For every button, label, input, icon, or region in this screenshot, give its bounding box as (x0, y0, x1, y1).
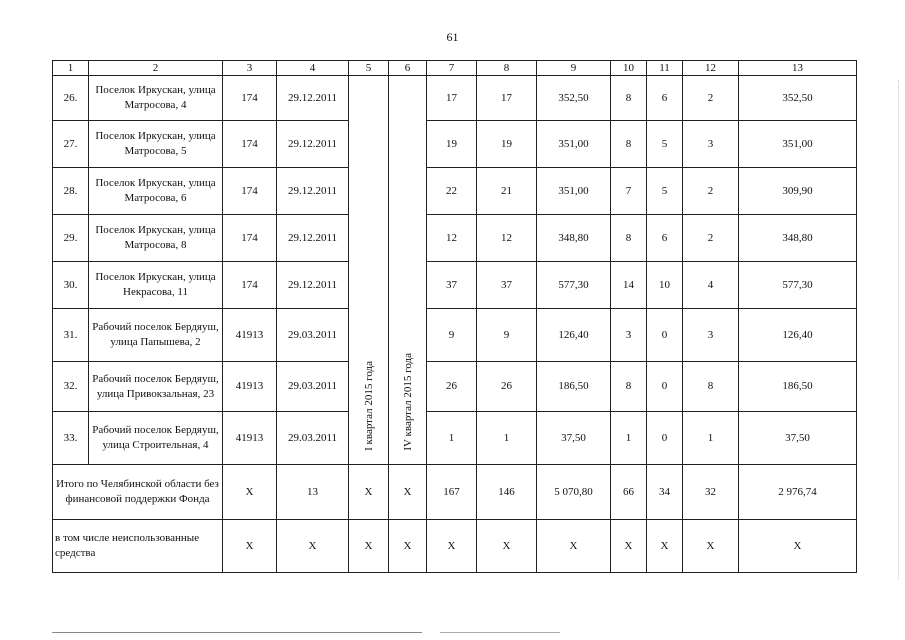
value-cell: 17 (477, 76, 537, 121)
row-number: 29. (53, 215, 89, 262)
value-cell: 8 (611, 121, 647, 168)
value-cell: 32 (683, 465, 739, 520)
value-cell: 1 (683, 412, 739, 465)
value-cell: 26 (477, 362, 537, 412)
value-cell: 26 (427, 362, 477, 412)
value-cell: 14 (611, 262, 647, 309)
end-quarter-text: IV квартал 2015 года (401, 353, 414, 451)
date-cell: 29.12.2011 (277, 121, 349, 168)
value-cell: 8 (611, 76, 647, 121)
column-number: 12 (683, 61, 739, 76)
value-cell: 17 (427, 76, 477, 121)
row-number: 31. (53, 309, 89, 362)
column-number: 9 (537, 61, 611, 76)
address-cell: Поселок Иркускан, улица Матросова, 5 (89, 121, 223, 168)
value-cell: 7 (611, 168, 647, 215)
column-number: 2 (89, 61, 223, 76)
value-cell: 351,00 (739, 121, 857, 168)
row-number: 33. (53, 412, 89, 465)
value-cell: 34 (647, 465, 683, 520)
value-cell: 37 (427, 262, 477, 309)
footer-divider (52, 632, 422, 633)
table-row (53, 168, 857, 215)
value-cell: X (389, 520, 427, 573)
column-number: 6 (389, 61, 427, 76)
value-cell: 12 (427, 215, 477, 262)
value-cell: 2 976,74 (739, 465, 857, 520)
value-cell: 19 (477, 121, 537, 168)
date-cell: 29.12.2011 (277, 168, 349, 215)
value-cell: 4 (683, 262, 739, 309)
value-cell: 19 (427, 121, 477, 168)
date-cell: 29.03.2011 (277, 362, 349, 412)
page-number: 61 (446, 30, 459, 44)
value-cell: 167 (427, 465, 477, 520)
value-cell: 10 (647, 262, 683, 309)
value-cell: 8 (611, 215, 647, 262)
unused-funds-row (53, 520, 857, 573)
start-quarter-cell (349, 76, 389, 465)
value-cell: 174 (223, 215, 277, 262)
date-cell: 29.12.2011 (277, 262, 349, 309)
value-cell: 2 (683, 168, 739, 215)
value-cell: 6 (647, 76, 683, 121)
value-cell: 9 (427, 309, 477, 362)
value-cell: 37 (477, 262, 537, 309)
column-number: 3 (223, 61, 277, 76)
value-cell: 41913 (223, 412, 277, 465)
value-cell: 1 (427, 412, 477, 465)
value-cell: 174 (223, 262, 277, 309)
value-cell: 0 (647, 362, 683, 412)
value-cell: 41913 (223, 309, 277, 362)
end-quarter-cell (389, 76, 427, 465)
unused-funds-label: в том числе неиспользованные средства (53, 520, 223, 573)
date-cell: 29.12.2011 (277, 76, 349, 121)
value-cell: 351,00 (537, 168, 611, 215)
table-row (53, 76, 857, 121)
value-cell: 3 (683, 121, 739, 168)
value-cell: X (477, 520, 537, 573)
row-number: 30. (53, 262, 89, 309)
value-cell: 126,40 (739, 309, 857, 362)
value-cell: 41913 (223, 362, 277, 412)
value-cell: X (349, 520, 389, 573)
row-number: 28. (53, 168, 89, 215)
value-cell: 174 (223, 121, 277, 168)
address-cell: Поселок Иркускан, улица Матросова, 6 (89, 168, 223, 215)
value-cell: 1 (611, 412, 647, 465)
table-row (53, 362, 857, 412)
row-number: 27. (53, 121, 89, 168)
value-cell: X (349, 465, 389, 520)
row-number: 32. (53, 362, 89, 412)
housing-register-table (52, 60, 857, 573)
value-cell: 22 (427, 168, 477, 215)
scan-edge-artifact (896, 80, 899, 580)
value-cell: 9 (477, 309, 537, 362)
value-cell: 186,50 (739, 362, 857, 412)
value-cell: 5 (647, 168, 683, 215)
value-cell: 5 (647, 121, 683, 168)
value-cell: 352,50 (537, 76, 611, 121)
column-number: 4 (277, 61, 349, 76)
value-cell: X (611, 520, 647, 573)
value-cell: 2 (683, 76, 739, 121)
date-cell: 29.03.2011 (277, 412, 349, 465)
address-cell: Поселок Иркускан, улица Матросова, 4 (89, 76, 223, 121)
value-cell: X (537, 520, 611, 573)
value-cell: X (683, 520, 739, 573)
start-quarter-text: I квартал 2015 года (362, 361, 375, 451)
address-cell: Поселок Иркускан, улица Некрасова, 11 (89, 262, 223, 309)
date-cell: 29.03.2011 (277, 309, 349, 362)
value-cell: 3 (611, 309, 647, 362)
column-number: 1 (53, 61, 89, 76)
value-cell: 186,50 (537, 362, 611, 412)
address-cell: Рабочий поселок Бердяуш, улица Строительная, 4 (89, 412, 223, 465)
address-cell: Рабочий поселок Бердяуш, улица Привокзальная, 23 (89, 362, 223, 412)
column-number: 13 (739, 61, 857, 76)
column-number: 5 (349, 61, 389, 76)
value-cell: X (389, 465, 427, 520)
value-cell: 309,90 (739, 168, 857, 215)
value-cell: 37,50 (537, 412, 611, 465)
table-row (53, 121, 857, 168)
value-cell: 6 (647, 215, 683, 262)
table-row (53, 412, 857, 465)
value-cell: 577,30 (537, 262, 611, 309)
value-cell: 8 (683, 362, 739, 412)
value-cell: 1 (477, 412, 537, 465)
value-cell: X (647, 520, 683, 573)
value-cell: 5 070,80 (537, 465, 611, 520)
column-number: 7 (427, 61, 477, 76)
value-cell: 348,80 (739, 215, 857, 262)
value-cell: X (739, 520, 857, 573)
value-cell: X (223, 520, 277, 573)
value-cell: 174 (223, 76, 277, 121)
value-cell: 126,40 (537, 309, 611, 362)
table-row (53, 262, 857, 309)
column-number: 10 (611, 61, 647, 76)
address-cell: Рабочий поселок Бердяуш, улица Папышева, 2 (89, 309, 223, 362)
table-row (53, 309, 857, 362)
column-number: 11 (647, 61, 683, 76)
total-row (53, 465, 857, 520)
value-cell: 0 (647, 412, 683, 465)
value-cell: 3 (683, 309, 739, 362)
value-cell: 2 (683, 215, 739, 262)
address-cell: Поселок Иркускан, улица Матросова, 8 (89, 215, 223, 262)
total-label: Итого по Челябинской области без финансовой поддержки Фонда (53, 465, 223, 520)
value-cell: 174 (223, 168, 277, 215)
row-number: 26. (53, 76, 89, 121)
column-number: 8 (477, 61, 537, 76)
value-cell: 352,50 (739, 76, 857, 121)
value-cell: 13 (277, 465, 349, 520)
value-cell: 8 (611, 362, 647, 412)
column-number-row (53, 61, 857, 76)
value-cell: 351,00 (537, 121, 611, 168)
value-cell: 0 (647, 309, 683, 362)
value-cell: 66 (611, 465, 647, 520)
value-cell: X (427, 520, 477, 573)
value-cell: X (223, 465, 277, 520)
value-cell: 348,80 (537, 215, 611, 262)
table-row (53, 215, 857, 262)
value-cell: 577,30 (739, 262, 857, 309)
value-cell: 146 (477, 465, 537, 520)
value-cell: 12 (477, 215, 537, 262)
value-cell: X (277, 520, 349, 573)
value-cell: 21 (477, 168, 537, 215)
footer-divider-secondary (440, 632, 560, 633)
value-cell: 37,50 (739, 412, 857, 465)
date-cell: 29.12.2011 (277, 215, 349, 262)
